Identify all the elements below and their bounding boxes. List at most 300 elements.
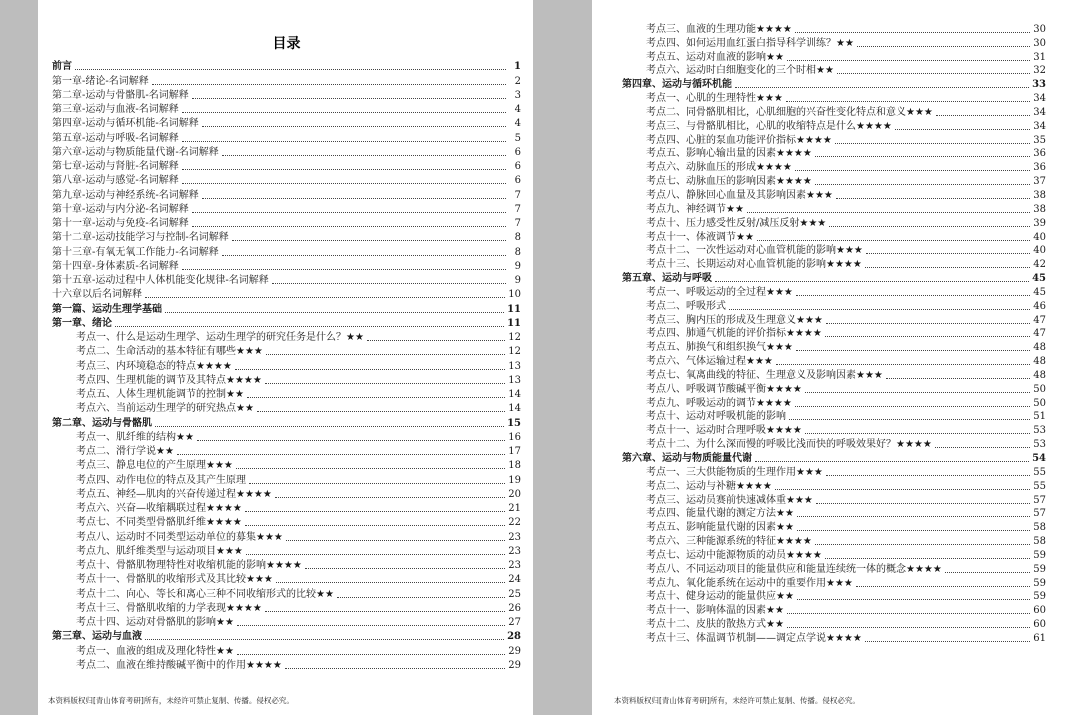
toc-section-entry[interactable]	[52, 344, 521, 358]
toc-section-entry[interactable]	[622, 603, 1046, 617]
toc-page-number: 46	[1033, 300, 1046, 312]
toc-page-number: 14	[508, 403, 521, 415]
toc-entry-title: 第十四章-身体素质-名词解释	[52, 260, 179, 272]
toc-section-entry[interactable]	[622, 257, 1046, 271]
dot-leader	[787, 627, 1030, 628]
toc-chapter-entry[interactable]	[52, 273, 521, 287]
toc-chapter-entry[interactable]	[52, 301, 521, 315]
toc-section-entry[interactable]	[622, 36, 1046, 50]
toc-entry-title: 考点一、肌纤维的结构	[76, 431, 176, 443]
toc-chapter-entry[interactable]	[52, 159, 521, 173]
toc-entry-title: 考点十三、体温调节机制——调定点学说	[646, 632, 826, 644]
toc-section-entry[interactable]	[622, 368, 1046, 382]
toc-section-entry[interactable]	[622, 64, 1046, 78]
toc-section-entry[interactable]	[622, 299, 1046, 313]
toc-entry-title: 考点十四、运动对骨骼肌的影响	[76, 617, 216, 628]
dot-leader	[886, 378, 1030, 379]
toc-chapter-entry[interactable]	[622, 271, 1046, 285]
toc-entry-title: 第五章、运动与呼吸	[622, 273, 712, 285]
dot-leader	[815, 156, 1030, 157]
toc-section-entry[interactable]	[52, 515, 521, 529]
toc-entry-title: 考点七、运动中能源物质的动员	[646, 549, 786, 561]
toc-entry-title: 考点二、呼吸形式	[646, 300, 726, 312]
toc-page-number: 20	[508, 488, 521, 500]
toc-page-number: 28	[507, 631, 521, 643]
toc-chapter-entry[interactable]	[52, 145, 521, 159]
dot-leader	[757, 240, 1030, 241]
dot-leader	[865, 641, 1030, 642]
toc-section-entry[interactable]	[622, 493, 1046, 507]
dot-leader	[192, 98, 506, 99]
toc-section-entry[interactable]	[52, 387, 521, 401]
toc-entry-title: 考点四、动作电位的特点及其产生原理	[76, 474, 246, 486]
toc-section-entry[interactable]	[622, 285, 1046, 299]
toc-page-number: 59	[1033, 591, 1046, 603]
importance-stars: ★★★	[236, 346, 263, 358]
importance-stars: ★★★	[206, 460, 233, 472]
importance-stars: ★★	[156, 446, 174, 457]
toc-page-number: 13	[508, 360, 521, 372]
toc-section-entry[interactable]	[52, 658, 521, 672]
toc-chapter-entry[interactable]	[52, 202, 521, 216]
toc-section-entry[interactable]	[52, 444, 521, 458]
toc-chapter-entry[interactable]	[52, 187, 521, 201]
dot-leader	[796, 350, 1030, 351]
importance-stars: ★★	[776, 522, 794, 534]
toc-entry-title: 考点十一、体液调节	[646, 231, 736, 243]
toc-entry-title: 第四章-运动与循环机能-名词解释	[52, 118, 199, 130]
toc-chapter-entry[interactable]	[52, 130, 521, 144]
toc-page-number: 1	[514, 61, 521, 73]
toc-page-number: 40	[1033, 231, 1046, 243]
toc-section-entry[interactable]	[622, 590, 1046, 604]
toc-section-entry[interactable]	[622, 479, 1046, 493]
dot-leader	[266, 354, 505, 355]
toc-page-number: 39	[1033, 217, 1046, 229]
importance-stars: ★★	[216, 645, 234, 657]
importance-stars: ★★	[346, 332, 364, 343]
toc-chapter-entry[interactable]	[52, 230, 521, 244]
toc-page-number: 38	[1033, 203, 1046, 215]
toc-entry-title: 考点五、影响心输出量的因素	[646, 148, 776, 160]
toc-page-number: 2	[514, 75, 521, 87]
toc-entry-title: 考点九、神经调节	[646, 203, 726, 215]
importance-stars: ★★★	[799, 217, 827, 229]
toc-section-entry[interactable]	[622, 160, 1046, 174]
toc-page-number: 36	[1033, 148, 1046, 160]
importance-stars: ★★★★	[786, 328, 822, 340]
toc-page-number: 5	[514, 132, 521, 144]
dot-leader	[747, 212, 1030, 213]
dot-leader	[797, 530, 1030, 531]
toc-section-entry[interactable]	[622, 576, 1046, 590]
toc-entry-title: 考点十一、运动时合理呼吸	[646, 425, 766, 437]
toc-entry-title: 考点十二、一次性运动对心血管机能的影响	[646, 245, 836, 257]
toc-entry-title: 考点四、如何运用血红蛋白指导科学训练？	[646, 37, 836, 49]
dot-leader	[177, 454, 505, 455]
toc-page-number: 31	[1033, 51, 1046, 63]
toc-section-entry[interactable]	[52, 586, 521, 600]
toc-section-entry[interactable]	[52, 458, 521, 472]
toc-entry-title: 第十五章-运动过程中人体机能变化规律-名词解释	[52, 275, 269, 286]
toc-section-entry[interactable]	[622, 382, 1046, 396]
dot-leader	[825, 558, 1030, 559]
toc-entry-title: 考点十、运动对呼吸机能的影响	[646, 411, 786, 423]
importance-stars: ★★★★	[776, 536, 812, 548]
toc-page-number: 29	[508, 659, 521, 671]
toc-page-number: 42	[1033, 259, 1046, 271]
toc-section-entry[interactable]	[52, 558, 521, 572]
importance-stars: ★★★	[856, 369, 883, 381]
toc-entry-title: 考点五、神经—肌肉的兴奋传递过程	[76, 488, 236, 500]
dot-leader	[936, 115, 1030, 116]
copyright-footer: 本资料版权归[青山体育考研]所有，未经许可禁止复制、传播。侵权必究。	[614, 696, 860, 705]
dot-leader	[825, 336, 1030, 337]
toc-page-number: 9	[514, 260, 521, 272]
importance-stars: ★★★★	[226, 602, 262, 614]
toc-chapter-entry[interactable]	[52, 173, 521, 187]
importance-stars: ★★★	[216, 545, 243, 557]
toc-section-entry[interactable]	[52, 487, 521, 501]
toc-page-number: 25	[508, 588, 521, 600]
toc-chapter-entry[interactable]	[52, 216, 521, 230]
toc-page-number: 19	[508, 474, 521, 486]
toc-section-entry[interactable]	[622, 534, 1046, 548]
toc-section-entry[interactable]	[622, 465, 1046, 479]
toc-section-entry[interactable]	[52, 330, 521, 344]
dot-leader	[795, 406, 1030, 407]
toc-entry-title: 考点九、肌纤维类型与运动项目	[76, 545, 216, 557]
dot-leader	[265, 611, 505, 612]
toc-chapter-entry[interactable]	[52, 88, 521, 102]
toc-entry-title: 考点五、人体生理机能调节的控制	[76, 389, 226, 400]
toc-entry-title: 考点三、运动员赛前快速减体重	[646, 494, 786, 506]
toc-entry-title: 考点四、肺通气机能的评价指标	[646, 328, 786, 340]
toc-chapter-entry[interactable]	[52, 316, 521, 330]
toc-section-entry[interactable]	[52, 358, 521, 372]
toc-section-entry[interactable]	[52, 544, 521, 558]
toc-page-number: 6	[514, 146, 521, 158]
importance-stars: ★★★	[746, 356, 773, 368]
toc-entry-title: 考点六、动脉血压的形成	[646, 162, 756, 174]
toc-entry-title: 考点五、影响能量代谢的因素	[646, 522, 776, 534]
importance-stars: ★★★	[766, 286, 793, 298]
importance-stars: ★★	[736, 231, 754, 243]
toc-entry-title: 考点八、静脉回心血量及其影响因素	[646, 189, 806, 201]
importance-stars: ★★★	[836, 245, 863, 257]
toc-entry-title: 第六章-运动与物质能量代谢-名词解释	[52, 146, 219, 158]
importance-stars: ★★★	[796, 466, 823, 478]
dot-leader	[202, 126, 506, 127]
toc-page-number: 58	[1033, 522, 1046, 534]
dot-leader	[182, 183, 506, 184]
toc-entry-title: 考点十二、为什么深而慢的呼吸比浅而快的呼吸效果好？	[646, 439, 896, 451]
toc-section-entry[interactable]	[622, 22, 1046, 36]
toc-chapter-entry[interactable]	[52, 259, 521, 273]
dot-leader	[276, 582, 505, 583]
toc-page-number: 4	[514, 118, 521, 130]
toc-entry-title: 第三章、运动与血液	[52, 631, 142, 643]
dot-leader	[786, 101, 1030, 102]
toc-section-entry[interactable]	[52, 572, 521, 586]
toc-entry-title: 第三章-运动与血液-名词解释	[52, 104, 179, 115]
toc-page-number: 47	[1033, 328, 1046, 340]
dot-leader	[182, 112, 506, 113]
dot-leader	[787, 613, 1030, 614]
toc-title: 目录	[272, 36, 301, 52]
importance-stars: ★★★★	[776, 148, 812, 160]
toc-page-number: 30	[1033, 23, 1046, 35]
importance-stars: ★★	[236, 403, 254, 415]
toc-entry-title: 考点六、气体运输过程	[646, 356, 746, 368]
toc-page-number: 9	[514, 275, 521, 286]
importance-stars: ★★★★	[766, 383, 802, 395]
dot-leader	[305, 568, 505, 569]
toc-section-entry[interactable]	[622, 174, 1046, 188]
toc-page-number: 36	[1033, 162, 1046, 174]
toc-section-entry[interactable]	[622, 507, 1046, 521]
dot-leader	[789, 419, 1030, 420]
dot-leader	[182, 141, 506, 142]
dot-leader	[145, 639, 504, 640]
importance-stars: ★★★★	[756, 23, 792, 35]
toc-page-number: 33	[1032, 79, 1046, 91]
toc-section-entry[interactable]	[52, 401, 521, 415]
dot-leader	[796, 295, 1030, 296]
toc-section-entry[interactable]	[52, 601, 521, 615]
dot-leader	[805, 392, 1030, 393]
dot-leader	[145, 297, 505, 298]
toc-page-number: 16	[508, 431, 521, 443]
dot-leader	[816, 503, 1030, 504]
toc-section-entry[interactable]	[622, 133, 1046, 147]
toc-chapter-entry[interactable]	[622, 451, 1046, 465]
toc-page-number: 8	[514, 246, 521, 258]
dot-leader	[232, 240, 506, 241]
toc-page-number: 24	[508, 574, 521, 586]
importance-stars: ★★	[766, 619, 784, 631]
dot-leader	[286, 540, 505, 541]
dot-leader	[197, 440, 505, 441]
toc-page-number: 13	[508, 374, 521, 386]
toc-page-number: 37	[1033, 176, 1046, 188]
toc-page-number: 23	[508, 560, 521, 571]
toc-page-number: 48	[1033, 369, 1046, 381]
dot-leader	[729, 309, 1030, 310]
toc-section-entry[interactable]	[622, 340, 1046, 354]
dot-leader	[836, 198, 1030, 199]
toc-entry-title: 考点十、健身运动的能量供应	[646, 591, 776, 603]
toc-section-entry[interactable]	[622, 548, 1046, 562]
dot-leader	[829, 226, 1030, 227]
importance-stars: ★★★	[256, 531, 283, 543]
importance-stars: ★★★	[246, 574, 273, 586]
toc-page-number: 26	[508, 602, 521, 614]
toc-section-entry[interactable]	[622, 327, 1046, 341]
dot-leader	[837, 73, 1030, 74]
toc-page-number: 53	[1033, 425, 1046, 437]
toc-section-entry[interactable]	[622, 244, 1046, 258]
toc-entry-title: 考点二、同骨骼肌相比，心肌细胞的兴奋性变化特点和意义	[646, 106, 906, 118]
toc-page-number: 14	[508, 389, 521, 400]
toc-section-entry[interactable]	[622, 423, 1046, 437]
toc-entry-title: 第一章-绪论-名词解释	[52, 75, 149, 87]
dot-leader	[237, 654, 505, 655]
toc-entry-title: 考点十二、皮肤的散热方式	[646, 619, 766, 631]
toc-page-number: 45	[1033, 286, 1046, 298]
toc-entry-title: 考点三、静息电位的产生原理	[76, 460, 206, 472]
toc-section-entry[interactable]	[622, 631, 1046, 645]
dot-leader	[152, 84, 506, 85]
importance-stars: ★★★	[806, 189, 833, 201]
dot-leader	[257, 411, 505, 412]
toc-section-entry[interactable]	[622, 396, 1046, 410]
toc-section-entry[interactable]	[52, 373, 521, 387]
toc-page-number: 3	[514, 89, 521, 101]
dot-leader	[835, 143, 1030, 144]
toc-entry-title: 考点一、什么是运动生理学、运动生理学的研究任务是什么？	[76, 332, 346, 343]
dot-leader	[155, 426, 504, 427]
toc-chapter-entry[interactable]	[52, 244, 521, 258]
toc-entry-title: 考点七、动脉血压的影响因素	[646, 176, 776, 188]
toc-entry-title: 考点一、心肌的生理特性	[646, 93, 756, 105]
toc-section-entry[interactable]	[622, 410, 1046, 424]
toc-entry-title: 考点七、氧离曲线的特征、生理意义及影响因素	[646, 369, 856, 381]
toc-section-entry[interactable]	[622, 188, 1046, 202]
toc-section-entry[interactable]	[622, 147, 1046, 161]
dot-leader	[815, 184, 1030, 185]
toc-chapter-entry[interactable]	[52, 287, 521, 301]
dot-leader	[715, 281, 1029, 282]
dot-leader	[237, 625, 505, 626]
dot-leader	[245, 511, 505, 512]
toc-chapter-entry[interactable]	[622, 77, 1046, 91]
toc-section-entry[interactable]	[622, 50, 1046, 64]
toc-entry-title: 考点十三、长期运动对心血管机能的影响	[646, 259, 826, 271]
toc-page-number: 38	[1033, 189, 1046, 201]
toc-chapter-entry[interactable]	[52, 59, 521, 73]
toc-section-entry[interactable]	[622, 105, 1046, 119]
dot-leader	[182, 169, 506, 170]
toc-entry-title: 考点一、血液的组成及理化特性	[76, 645, 216, 657]
importance-stars: ★★★★	[206, 517, 242, 529]
toc-section-entry[interactable]	[52, 430, 521, 444]
toc-section-entry[interactable]	[622, 230, 1046, 244]
toc-chapter-entry[interactable]	[52, 629, 521, 643]
toc-page-number: 7	[514, 218, 521, 229]
toc-entry-title: 第四章、运动与循环机能	[622, 79, 732, 91]
toc-entry-title: 考点二、滑行学说	[76, 446, 156, 457]
importance-stars: ★★★★	[896, 439, 932, 451]
dot-leader	[776, 364, 1030, 365]
importance-stars: ★★★	[826, 577, 853, 589]
toc-page-number: 55	[1033, 466, 1046, 478]
dot-leader	[285, 668, 505, 669]
toc-page-number: 58	[1033, 536, 1046, 548]
toc-section-entry[interactable]	[622, 202, 1046, 216]
toc-entry-title: 考点九、呼吸运动的调节	[646, 397, 756, 409]
toc-page-number: 40	[1033, 245, 1046, 257]
toc-entry-title: 考点七、不同类型骨骼肌纤维	[76, 517, 206, 529]
toc-entry-title: 第一章、绪论	[52, 317, 112, 329]
toc-entry-title: 第十二章-运动技能学习与控制-名词解释	[52, 232, 229, 244]
toc-page-number: 12	[508, 346, 521, 358]
importance-stars: ★★	[216, 617, 234, 628]
dot-leader	[755, 461, 1029, 462]
importance-stars: ★★	[776, 591, 794, 603]
toc-chapter-entry[interactable]	[52, 102, 521, 116]
toc-page-number: 7	[514, 203, 521, 215]
toc-entry-title: 第八章-运动与感觉-名词解释	[52, 175, 179, 187]
toc-page-number: 45	[1032, 273, 1046, 285]
toc-section-entry[interactable]	[622, 437, 1046, 451]
toc-page-number: 48	[1033, 356, 1046, 368]
copyright-footer: 本资料版权归[青山体育考研]所有，未经许可禁止复制、传播。侵权必究。	[48, 696, 294, 705]
toc-entry-title: 考点十三、骨骼肌收缩的力学表现	[76, 602, 226, 614]
toc-entry-title: 第七章-运动与肾脏-名词解释	[52, 161, 179, 172]
toc-page-number: 17	[508, 446, 521, 457]
dot-leader	[787, 60, 1030, 61]
importance-stars: ★★★★	[826, 632, 862, 644]
toc-section-entry[interactable]	[622, 91, 1046, 105]
dot-leader	[895, 129, 1030, 130]
toc-section-entry[interactable]	[622, 520, 1046, 534]
dot-leader	[245, 525, 505, 526]
toc-entry-title: 第二章、运动与骨骼肌	[52, 417, 152, 429]
left-page	[38, 0, 533, 715]
importance-stars: ★★★★	[236, 488, 272, 500]
toc-page-number: 27	[508, 617, 521, 628]
toc-entry-title: 考点九、氧化能系统在运动中的重要作用	[646, 577, 826, 589]
dot-leader	[337, 597, 505, 598]
toc-page-number: 51	[1033, 411, 1046, 423]
toc-section-entry[interactable]	[622, 562, 1046, 576]
toc-section-entry[interactable]	[622, 119, 1046, 133]
toc-entry-title: 考点十二、向心、等长和离心三种不同收缩形式的比较	[76, 588, 316, 600]
importance-stars: ★★	[226, 389, 244, 400]
importance-stars: ★★	[816, 65, 834, 77]
toc-section-entry[interactable]	[622, 354, 1046, 368]
toc-section-entry[interactable]	[52, 643, 521, 657]
toc-page-number: 54	[1032, 453, 1046, 464]
dot-leader	[246, 554, 505, 555]
importance-stars: ★★★★	[756, 397, 792, 409]
importance-stars: ★★★	[906, 106, 933, 118]
dot-leader	[249, 483, 505, 484]
importance-stars: ★★★★	[906, 563, 942, 575]
toc-entry-title: 考点二、血液在维持酸碱平衡中的作用	[76, 659, 246, 671]
dot-leader	[945, 572, 1030, 573]
toc-page-number: 32	[1033, 65, 1046, 77]
toc-section-entry[interactable]	[622, 216, 1046, 230]
toc-page-number: 15	[507, 417, 521, 429]
toc-chapter-entry[interactable]	[52, 415, 521, 429]
toc-entry-title: 考点八、运动时不同类型运动单位的募集	[76, 531, 256, 543]
toc-section-entry[interactable]	[622, 313, 1046, 327]
toc-section-entry[interactable]	[52, 501, 521, 515]
importance-stars: ★★	[776, 508, 794, 520]
toc-section-entry[interactable]	[52, 529, 521, 543]
toc-chapter-entry[interactable]	[52, 73, 521, 87]
toc-page-number: 57	[1033, 494, 1046, 506]
toc-chapter-entry[interactable]	[52, 116, 521, 130]
toc-section-entry[interactable]	[52, 472, 521, 486]
importance-stars: ★★★★	[756, 162, 792, 174]
toc-section-entry[interactable]	[622, 617, 1046, 631]
toc-section-entry[interactable]	[52, 615, 521, 629]
toc-entry-title: 第十一章-运动与免疫-名词解释	[52, 218, 189, 229]
toc-entry-title: 考点四、生理机能的调节及其特点	[76, 374, 226, 386]
